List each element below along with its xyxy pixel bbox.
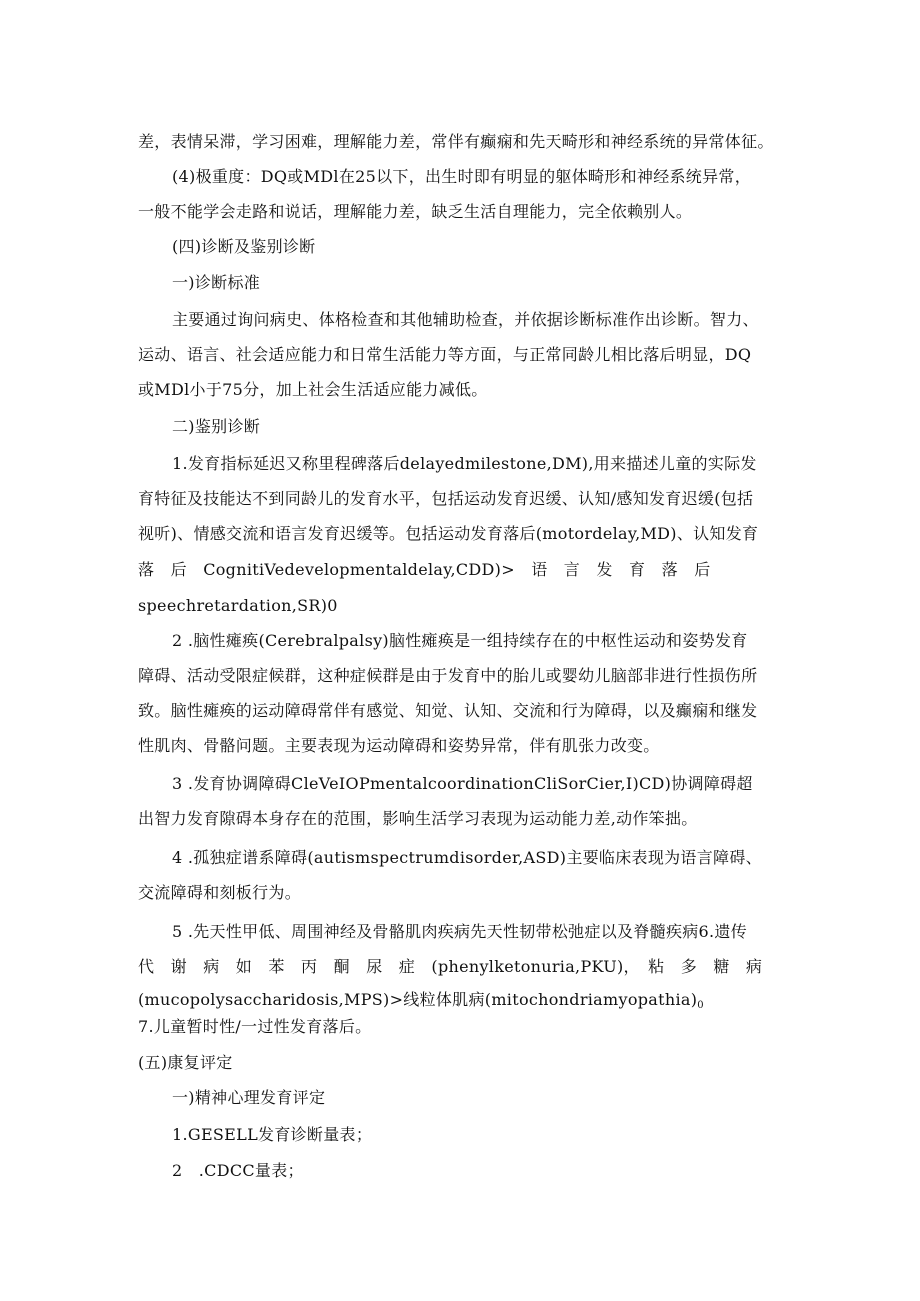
text-line: [138, 989, 786, 1017]
text-line: 1.GESELL发育诊断量表；: [172, 1125, 373, 1144]
text-line: 代 谢 病 如 苯 丙 酮 尿 症 (phenylketonuria,PKU)， 粘 多 糖 病: [138, 957, 763, 976]
text-line: 差，表情呆滞，学习困难，理解能力差，常伴有癫痫和先天畸形和神经系统的异常体征。: [138, 132, 774, 151]
text-line: 出智力发育隙碍本身存在的范围，影响生活学习表现为运动能力差,动作笨拙。: [138, 809, 698, 828]
text-line: (4)极重度：DQ或MDl在25以下，出生时即有明显的躯体畸形和神经系统异常，: [172, 167, 751, 186]
text-line: 落 后 CognitiVedevelopmentaldelay,CDD)> 语 言 发 育 落 后: [138, 560, 711, 579]
subsection-heading: 一)精神心理发育评定: [172, 1088, 326, 1107]
section-heading: (四)诊断及鉴别诊断: [172, 237, 316, 256]
text-line: speechretardation,SR)0: [138, 596, 338, 615]
text-line: 主要通过询问病史、体格检查和其他辅助检查，并依据诊断标准作出诊断。智力、: [172, 310, 759, 329]
subscript-run: 0: [697, 1000, 704, 1011]
text-line: 2 .CDCC量表；: [172, 1161, 304, 1180]
text-line: 障碍、活动受限症候群，这种症候群是由于发育中的胎儿或婴幼儿脑部非进行性损伤所: [138, 666, 758, 685]
text-line: 致。脑性瘫痪的运动障碍常伴有感觉、知觉、认知、交流和行为障碍，以及癫痫和继发: [138, 701, 758, 720]
section-heading: (五)康复评定: [138, 1053, 233, 1072]
subsection-heading: 一)诊断标准: [172, 273, 261, 292]
text-line: 交流障碍和刻板行为。: [138, 883, 302, 902]
text-line: 或MDl小于75分，加上社会生活适应能力减低。: [138, 380, 488, 399]
text-line: 1.发育指标延迟又称里程碑落后delayedmilestone,DM),用来描述儿童的实际发: [172, 454, 757, 473]
text-line: 3 .发育协调障碍CleVeIOPmentalcoordinationCliSorCier,I)CD)协调障碍超: [172, 774, 753, 793]
subsection-heading: 二)鉴别诊断: [172, 417, 261, 436]
text-line: 运动、语言、社会适应能力和日常生活能力等方面，与正常同龄儿相比落后明显，DQ: [138, 345, 752, 364]
text-line: 一般不能学会走路和说话，理解能力差，缺乏生活自理能力，完全依赖别人。: [138, 202, 693, 221]
text-run: (mucopolysaccharidosis,MPS)>线粒体肌病(mitochondriamyopathia): [138, 990, 698, 1009]
text-line: 7.儿童暂时性/一过性发育落后。: [138, 1017, 372, 1036]
text-line: 2 .脑性瘫痪(Cerebralpalsy)脑性瘫痪是一组持续存在的中枢性运动和姿势发育: [172, 631, 748, 650]
text-line: 4 .孤独症谱系障碍(autismspectrumdisorder,ASD)主要临床表现为语言障碍、: [172, 848, 762, 867]
text-line: 育特征及技能达不到同龄儿的发育水平，包括运动发育迟缓、认知/感知发育迟缓(包括: [138, 489, 754, 508]
text-line: 性肌肉、骨骼问题。主要表现为运动障碍和姿势异常，伴有肌张力改变。: [138, 736, 660, 755]
text-line: 视听)、情感交流和语言发育迟缓等。包括运动发育落后(motordelay,MD)、认知发育: [138, 524, 759, 543]
text-line: 5 .先天性甲低、周围神经及骨骼肌肉疾病先天性韧带松弛症以及脊髓疾病6.遗传: [172, 922, 748, 941]
